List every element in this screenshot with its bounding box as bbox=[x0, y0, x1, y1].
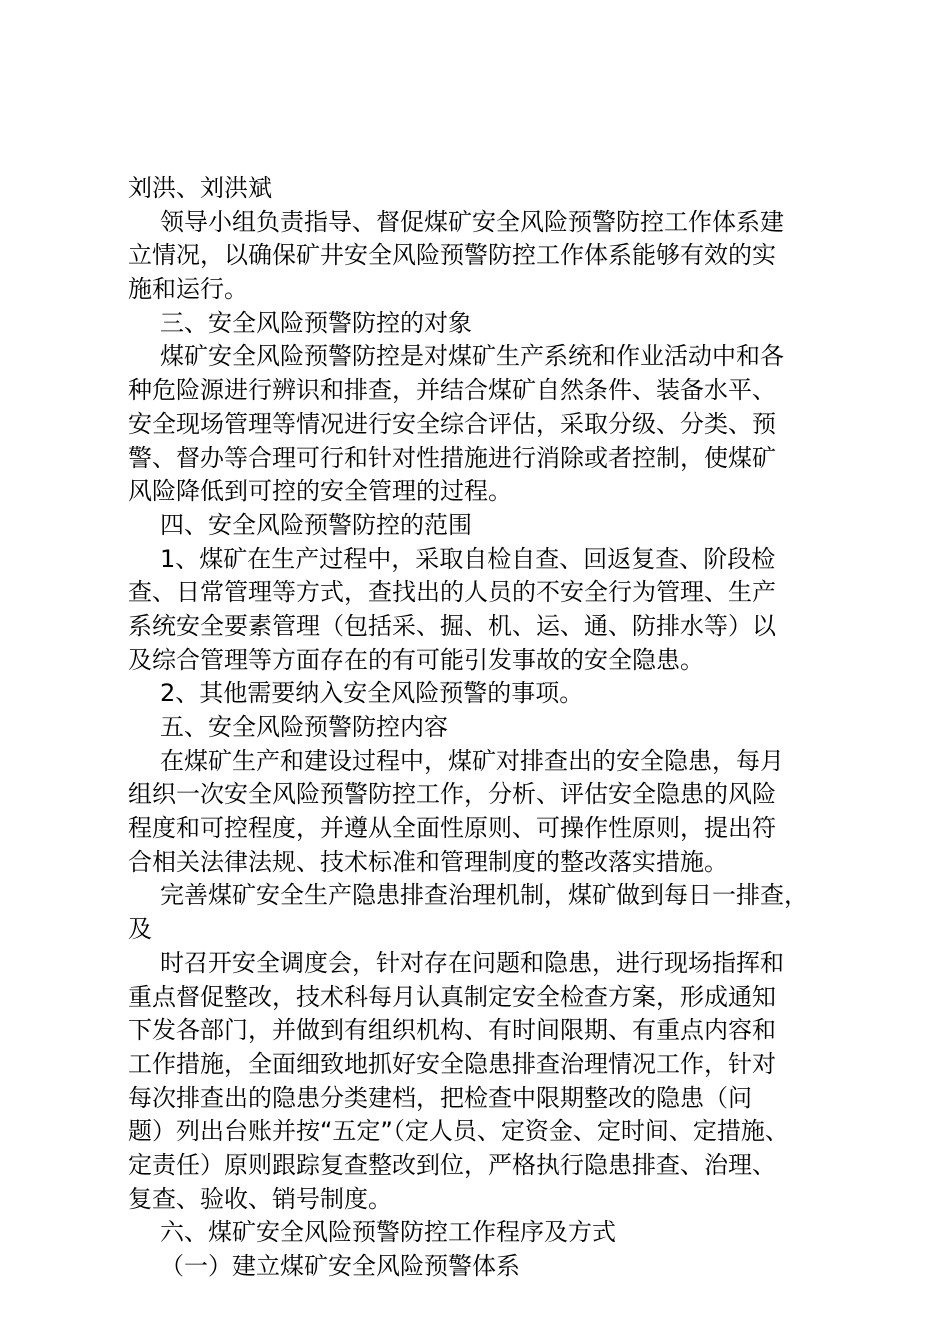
text-line: 种危险源进行辨识和排查，并结合煤矿自然条件、装备水平、 bbox=[128, 376, 776, 405]
text-line: 在煤矿生产和建设过程中，煤矿对排查出的安全隐患，每月 bbox=[160, 746, 784, 775]
text-line: 时召开安全调度会，针对存在问题和隐患，进行现场指挥和 bbox=[160, 948, 784, 977]
text-line: 系统安全要素管理（包括采、掘、机、运、通、防排水等）以 bbox=[128, 611, 776, 640]
text-line: 查、日常管理等方式，查找出的人员的不安全行为管理、生产 bbox=[128, 578, 776, 607]
text-line: 立情况，以确保矿井安全风险预警防控工作体系能够有效的实 bbox=[128, 241, 776, 270]
section-heading: 六、煤矿安全风险预警防控工作程序及方式 bbox=[160, 1218, 616, 1247]
text-line: 题）列出台账并按“五定”（定人员、定资金、定时间、定措施、 bbox=[128, 1117, 789, 1146]
text-line: 及 bbox=[128, 915, 152, 944]
text-line: 安全现场管理等情况进行安全综合评估，采取分级、分类、预 bbox=[128, 409, 776, 438]
text-line: 组织一次安全风险预警防控工作，分析、评估安全隐患的风险 bbox=[128, 780, 776, 809]
text-line: 定责任）原则跟踪复查整改到位，严格执行隐患排查、治理、 bbox=[128, 1150, 776, 1179]
text-line: 风险降低到可控的安全管理的过程。 bbox=[128, 477, 512, 506]
text-line: 2、其他需要纳入安全风险预警的事项。 bbox=[160, 679, 584, 708]
text-line: 复查、验收、销号制度。 bbox=[128, 1184, 392, 1213]
text-line: 合相关法律法规、技术标准和管理制度的整改落实措施。 bbox=[128, 847, 728, 876]
text-line: 程度和可控程度，并遵从全面性原则、可操作性原则，提出符 bbox=[128, 814, 776, 843]
text-line: 工作措施，全面细致地抓好安全隐患排查治理情况工作，针对 bbox=[128, 1049, 776, 1078]
document-body bbox=[128, 172, 828, 1284]
section-heading: 三、安全风险预警防控的对象 bbox=[160, 308, 472, 337]
section-heading: 四、安全风险预警防控的范围 bbox=[160, 510, 472, 539]
text-line: 完善煤矿安全生产隐患排查治理机制，煤矿做到每日一排查， bbox=[160, 881, 808, 910]
text-line: 煤矿安全风险预警防控是对煤矿生产系统和作业活动中和各 bbox=[160, 342, 784, 371]
subsection-heading: （一）建立煤矿安全风险预警体系 bbox=[160, 1252, 520, 1280]
text-line: 下发各部门，并做到有组织机构、有时间限期、有重点内容和 bbox=[128, 1016, 776, 1045]
text-line: 1、煤矿在生产过程中，采取自检自查、回返复查、阶段检 bbox=[160, 544, 776, 573]
text-line: 领导小组负责指导、督促煤矿安全风险预警防控工作体系建 bbox=[160, 207, 784, 236]
text-line: 及综合管理等方面存在的有可能引发事故的安全隐患。 bbox=[128, 645, 704, 674]
text-line: 警、督办等合理可行和针对性措施进行消除或者控制，使煤矿 bbox=[128, 443, 776, 472]
text-line: 刘洪、刘洪斌 bbox=[128, 174, 272, 202]
text-line: 施和运行。 bbox=[128, 275, 248, 304]
section-heading: 五、安全风险预警防控内容 bbox=[160, 713, 448, 741]
text-line: 重点督促整改，技术科每月认真制定安全检查方案，形成通知 bbox=[128, 982, 776, 1011]
text-line: 每次排查出的隐患分类建档，把检查中限期整改的隐患（问 bbox=[128, 1083, 752, 1112]
